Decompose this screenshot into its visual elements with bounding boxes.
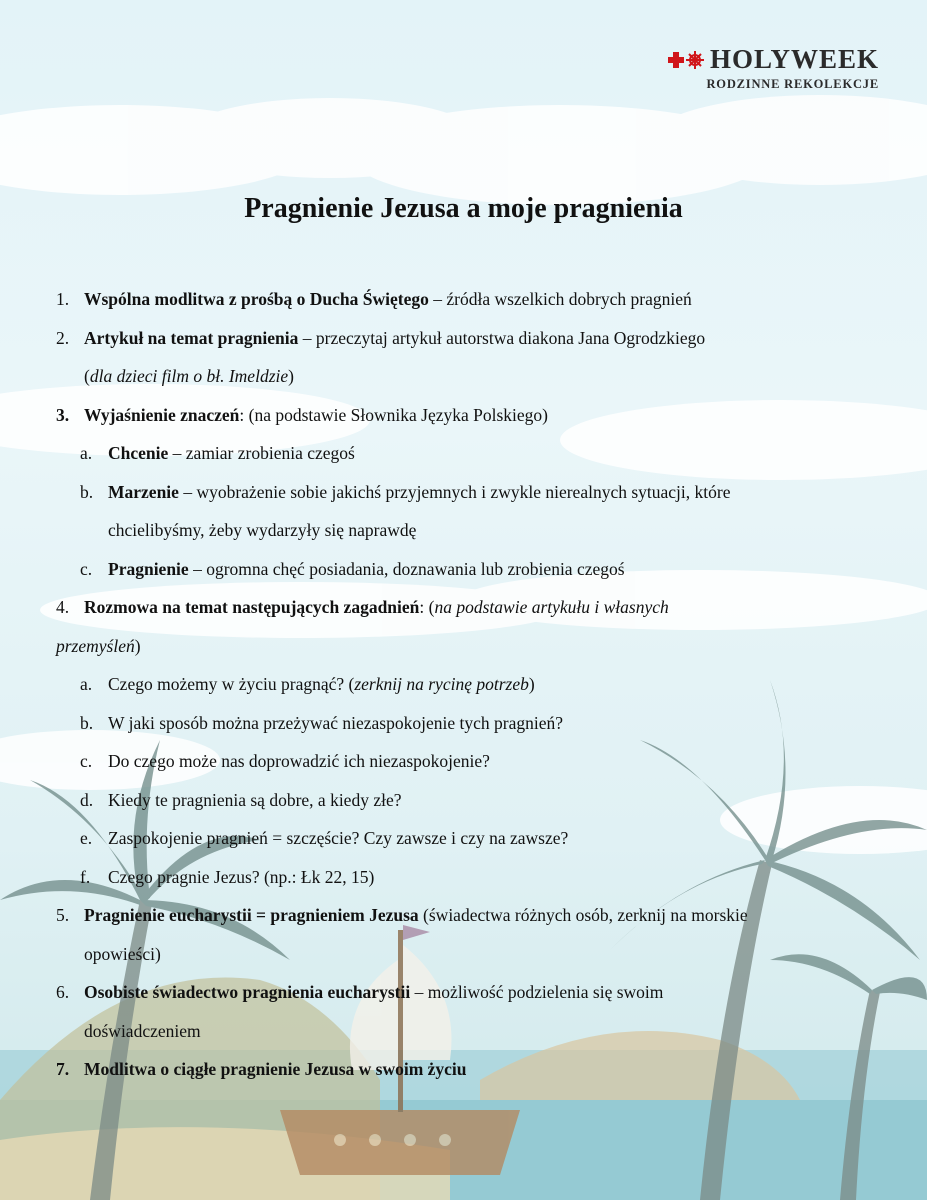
list-item xyxy=(0,590,927,629)
item-number: 7. xyxy=(56,1059,70,1079)
term: Pragnienie xyxy=(108,558,189,579)
list-item xyxy=(0,398,927,437)
question: Kiedy te pragnienia są dobre, a kiedy złe? xyxy=(108,789,402,810)
sub-item-letter: c. xyxy=(80,558,93,579)
item-number: 6. xyxy=(56,982,70,1002)
definition: – ogromna chęć posiadania, doznawania lub zrobienia czegoś xyxy=(188,558,625,579)
brand-name: HOLYWEEK xyxy=(709,44,879,74)
list-item xyxy=(0,321,927,360)
item-number: 1. xyxy=(56,289,70,309)
definition: – wyobrażenie sobie jakichś przyjemnych i zwykle nierealnych sytuacji, które xyxy=(178,481,731,502)
sub-item-letter: b. xyxy=(80,481,94,502)
item-text: (świadectwa różnych osób, zerknij na morskie xyxy=(418,905,748,925)
sub-item xyxy=(0,552,927,591)
list-item-continuation: (dla dzieci film o bł. Imeldzie) xyxy=(84,366,294,386)
item-text: : ( xyxy=(419,597,435,617)
sub-item-letter: b. xyxy=(80,712,94,733)
sub-item-letter: e. xyxy=(80,828,93,848)
agenda-list xyxy=(0,282,927,1091)
sub-item-letter: d. xyxy=(80,789,94,810)
item-text: : (na podstawie Słownika Języka Polskiego) xyxy=(239,404,549,425)
question: Czego możemy w życiu pragnąć? ( xyxy=(108,674,355,694)
question: Do czego może nas doprowadzić ich niezaspokojenie? xyxy=(108,751,490,771)
list-item xyxy=(0,282,927,321)
item-number: 2. xyxy=(56,327,70,348)
item-text: – przeczytaj artykuł autorstwa diakona Jana Ogrodzkiego xyxy=(298,327,706,348)
sub-item xyxy=(0,860,927,899)
sub-item-letter: c. xyxy=(80,751,93,771)
item-heading: Pragnienie eucharystii = pragnieniem Jezusa xyxy=(84,905,419,925)
item-heading: Osobiste świadectwo pragnienia eucharystii xyxy=(84,982,411,1002)
question-note: zerknij na rycinę potrzeb xyxy=(354,674,529,694)
sub-item xyxy=(0,744,927,783)
sub-item-letter: f. xyxy=(80,866,91,887)
brand-subtitle: RODZINNE REKOLEKCJE xyxy=(706,77,879,91)
sub-item xyxy=(0,821,927,860)
sub-item xyxy=(0,706,927,745)
list-item-continuation: przemyśleń) xyxy=(56,635,141,656)
list-item-continuation xyxy=(0,1014,927,1053)
item-heading: Artykuł na temat pragnienia xyxy=(84,327,299,348)
sub-item-letter: a. xyxy=(80,443,93,463)
item-heading: Wyjaśnienie znaczeń xyxy=(84,404,240,425)
item-heading: Rozmowa na temat następujących zagadnień xyxy=(84,597,420,617)
list-item-continuation xyxy=(0,937,927,976)
sub-item-continuation xyxy=(0,513,927,552)
sub-item: a. Czego możemy w życiu pragnąć? (zerknij na rycinę potrzeb) xyxy=(0,667,927,706)
list-item xyxy=(0,975,927,1014)
sub-item xyxy=(0,783,927,822)
brand-logo xyxy=(668,46,879,92)
item-number: 4. xyxy=(56,597,70,617)
question: W jaki sposób można przeżywać niezaspokojenie tych pragnień? xyxy=(108,712,563,733)
definition: chcielibyśmy, żeby wydarzyły się naprawdę xyxy=(108,520,417,540)
sub-item xyxy=(0,475,927,514)
page-title: Pragnienie Jezusa a moje pragnienia xyxy=(244,193,683,224)
list-item xyxy=(0,898,927,937)
item-heading: Wspólna modlitwa z prośbą o Ducha Świętego xyxy=(84,289,429,309)
item-note: na podstawie artykułu i własnych xyxy=(434,597,669,617)
term: Marzenie xyxy=(108,481,179,502)
item-heading: Modlitwa o ciągłe pragnienie Jezusa w swoim życiu xyxy=(84,1059,467,1079)
sub-item-letter: a. xyxy=(80,674,93,694)
term: Chcenie xyxy=(108,443,169,463)
sub-item xyxy=(0,436,927,475)
item-number: 3. xyxy=(56,404,70,425)
item-text: doświadczeniem xyxy=(84,1020,201,1041)
list-item xyxy=(0,1052,927,1091)
question: Czego pragnie Jezus? (np.: Łk 22, 15) xyxy=(108,866,375,887)
question: Zaspokojenie pragnień = szczęście? Czy zawsze i czy na zawsze? xyxy=(108,828,569,848)
item-number: 5. xyxy=(56,905,70,925)
item-note: dla dzieci film o bł. Imeldzie xyxy=(89,366,289,386)
definition: – zamiar zrobienia czegoś xyxy=(168,443,355,463)
item-note: przemyśleń xyxy=(56,635,135,656)
item-text: opowieści) xyxy=(84,943,161,964)
cross-wheel-icon xyxy=(668,49,704,71)
item-text: – możliwość podzielenia się swoim xyxy=(410,982,664,1002)
item-text: – źródła wszelkich dobrych pragnień xyxy=(428,289,692,309)
